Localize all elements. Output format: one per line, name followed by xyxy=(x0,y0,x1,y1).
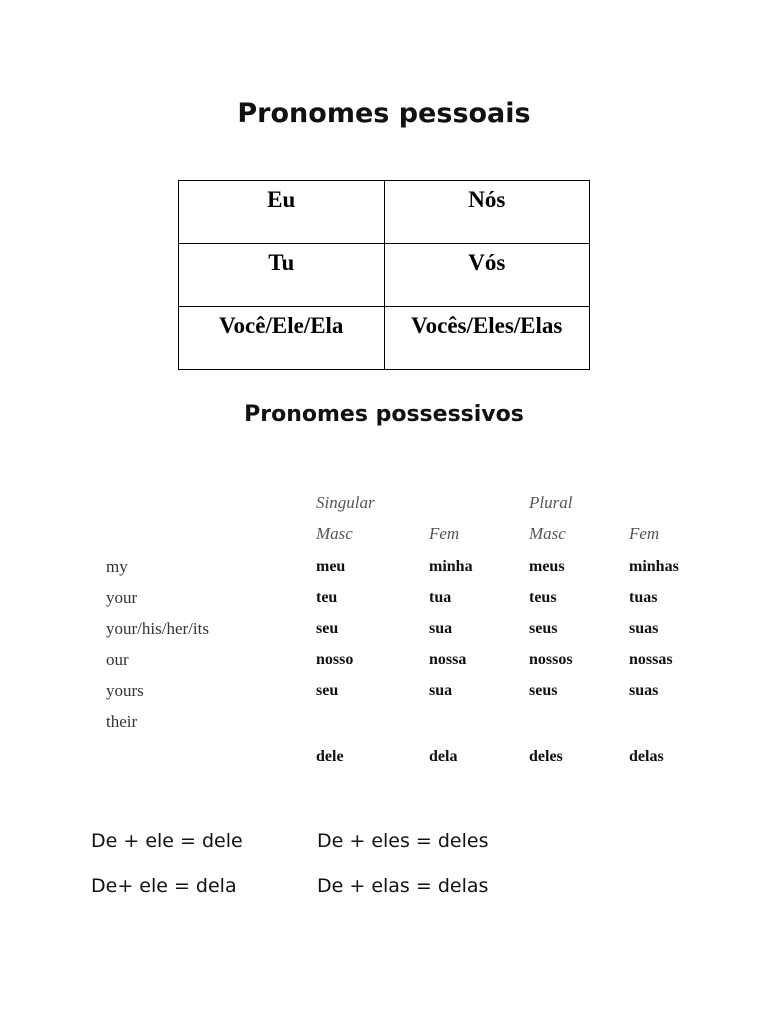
column-header: Masc xyxy=(316,524,353,543)
table-cell: Nós xyxy=(384,181,590,244)
english-label: our xyxy=(106,650,129,669)
pronoun-form: tua xyxy=(429,589,452,606)
pronoun-form: seu xyxy=(316,682,339,699)
group-header-singular: Singular xyxy=(316,493,375,512)
pronoun-form: nossa xyxy=(429,651,467,668)
pronoun-form: minhas xyxy=(629,558,679,575)
english-label: yours xyxy=(106,681,144,700)
pronoun-form: nossas xyxy=(629,651,673,668)
contraction-rule: De + ele = dele xyxy=(91,830,243,852)
pronoun-form: suas xyxy=(629,682,659,699)
pronoun-form: teu xyxy=(316,589,338,606)
pronoun-form: dela xyxy=(429,748,458,765)
english-label: my xyxy=(106,557,128,576)
personal-pronouns-table xyxy=(178,180,590,370)
column-header: Fem xyxy=(429,524,460,543)
table-cell: Você/Ele/Ela xyxy=(179,307,385,370)
pronoun-form: seus xyxy=(529,682,558,699)
pronoun-form: seus xyxy=(529,620,558,637)
english-label: their xyxy=(106,712,138,731)
page-title: Pronomes pessoais xyxy=(237,98,531,129)
table-cell: Tu xyxy=(179,244,385,307)
pronoun-form: sua xyxy=(429,682,453,699)
table-row xyxy=(179,307,590,370)
pronoun-form: sua xyxy=(429,620,453,637)
pronoun-form: deles xyxy=(529,748,563,765)
table-cell: Vós xyxy=(384,244,590,307)
pronoun-form: seu xyxy=(316,620,339,637)
pronoun-form: nosso xyxy=(316,651,354,668)
table-row xyxy=(179,181,590,244)
pronoun-form: teus xyxy=(529,589,557,606)
section-title: Pronomes possessivos xyxy=(244,402,524,427)
table-cell: Eu xyxy=(179,181,385,244)
contraction-rule: De + eles = deles xyxy=(317,830,489,852)
table-row xyxy=(179,244,590,307)
column-header: Masc xyxy=(529,524,566,543)
pronoun-form: meus xyxy=(529,558,565,575)
contraction-rule: De+ ele = dela xyxy=(91,875,237,897)
pronoun-form: delas xyxy=(629,748,664,765)
pronoun-form: dele xyxy=(316,748,344,765)
group-header-plural: Plural xyxy=(529,493,573,512)
pronoun-form: minha xyxy=(429,558,473,575)
pronoun-form: tuas xyxy=(629,589,658,606)
pronoun-form: nossos xyxy=(529,651,573,668)
pronoun-form: suas xyxy=(629,620,659,637)
table-cell: Vocês/Eles/Elas xyxy=(384,307,590,370)
english-label: your/his/her/its xyxy=(106,619,209,638)
contraction-rule: De + elas = delas xyxy=(317,875,489,897)
column-header: Fem xyxy=(629,524,660,543)
pronoun-form: meu xyxy=(316,558,346,575)
english-label: your xyxy=(106,588,138,607)
